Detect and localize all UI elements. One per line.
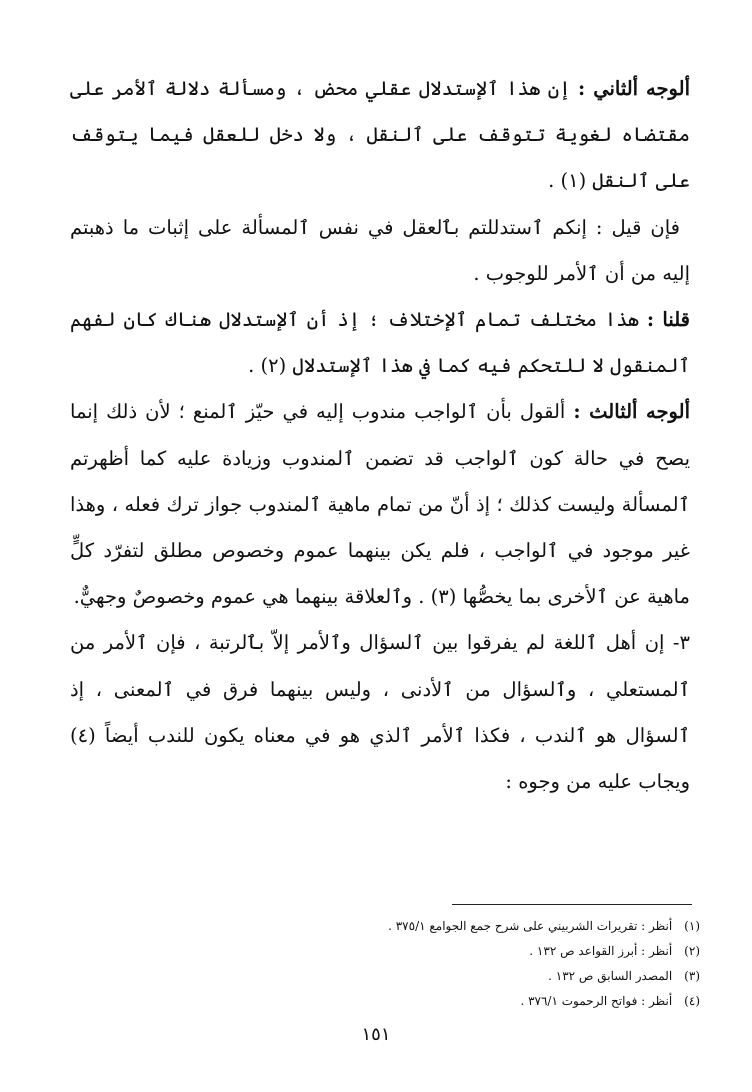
paragraph-point-three	[70, 620, 690, 805]
footnote-text: أنظر : فواتح الرحموت ٣٧٦/١ .	[520, 994, 673, 1008]
footnote-number: (٣)	[684, 969, 700, 983]
paragraph-heading: ألوجه ألثالث :	[573, 400, 690, 424]
footnote-number: (١)	[684, 919, 700, 933]
paragraph-body: إن هذا ٱلإستدلال عقلي محض ، ومسألة دلالة ٱلأمر على مقتضاه لغوية تتوقف على ٱلنقل ، ولا دخل للعقل فيما يتوقف على ٱلنقل (١) .	[70, 77, 690, 193]
footnote-number: (٢)	[684, 944, 700, 958]
main-text	[70, 66, 690, 805]
paragraph-body: فإن قيل : إنكم ٱستدللتم بٱلعقل في نفس ٱلمسألة على إثبات ما ذهبتم إليه من أن ٱلأمر للوجوب .	[70, 215, 690, 285]
footnote-divider	[452, 904, 692, 905]
footnote-item	[330, 939, 700, 964]
paragraph-second-aspect	[70, 66, 690, 205]
footnote-item	[330, 989, 700, 1014]
footnote-number: (٤)	[684, 994, 700, 1008]
footnote-text: المصدر السابق ص ١٣٢ .	[548, 969, 673, 983]
paragraph-reply	[70, 297, 690, 389]
footnote-text: أنظر : أبرز القواعد ص ١٣٢ .	[529, 944, 673, 958]
paragraph-body: هذا مختلف تمام ٱلإختلاف ؛ إذ أن ٱلإستدلال هناك كان لفهم ٱلمنقول لا للتحكم فيه كما في هذا ٱلإستدلال (٢) .	[70, 308, 690, 378]
paragraph-heading: قلنا :	[646, 308, 690, 332]
paragraph-third-aspect	[70, 389, 690, 620]
footnote-item	[330, 914, 700, 939]
paragraph-body: ٣- إن أهل ٱللغة لم يفرقوا بين ٱلسؤال وٱلأمر إلاّ بٱلرتبة ، فإن ٱلأمر من ٱلمستعلي ، وٱلسؤال من ٱلأدنى ، وليس بينهما فرق في ٱلمعنى ، إذ ٱلسؤال هو ٱلندب ، فكذا ٱلأمر ٱلذي هو في معناه يكون للندب أيضاً (٤) ويجاب عليه من وجوه :	[70, 631, 690, 794]
footnotes	[330, 914, 700, 1014]
paragraph-body: ألقول بأن ٱلواجب مندوب إليه في حيّز ٱلمنع ؛ لأن ذلك إنما يصح في حالة كون ٱلواجب قد تضمن ٱلمندوب وزيادة عليه كما أظهرتم ٱلمسألة وليست كذلك ؛ إذ أنّ من تمام ماهية ٱلمندوب جواز ترك فعله ، وهذا غير موجود في ٱلواجب ، فلم يكن بينهما عموم وخصوص مطلق لتفرّد كلٍّ ماهية عن ٱلأخرى بما يخصُّها (٣) . وٱلعلاقة بينهما هي عموم وخصوصٌ وجهيٌّ.	[70, 400, 690, 609]
page-number: ١٥١	[361, 1024, 391, 1045]
paragraph-heading: ألوجه ألثاني :	[578, 77, 690, 100]
footnote-text: أنظر : تقريرات الشربيني على شرح جمع الجوامع ٣٧٥/١ .	[388, 919, 673, 933]
paragraph-objection	[70, 205, 690, 297]
footnote-item	[330, 964, 700, 989]
